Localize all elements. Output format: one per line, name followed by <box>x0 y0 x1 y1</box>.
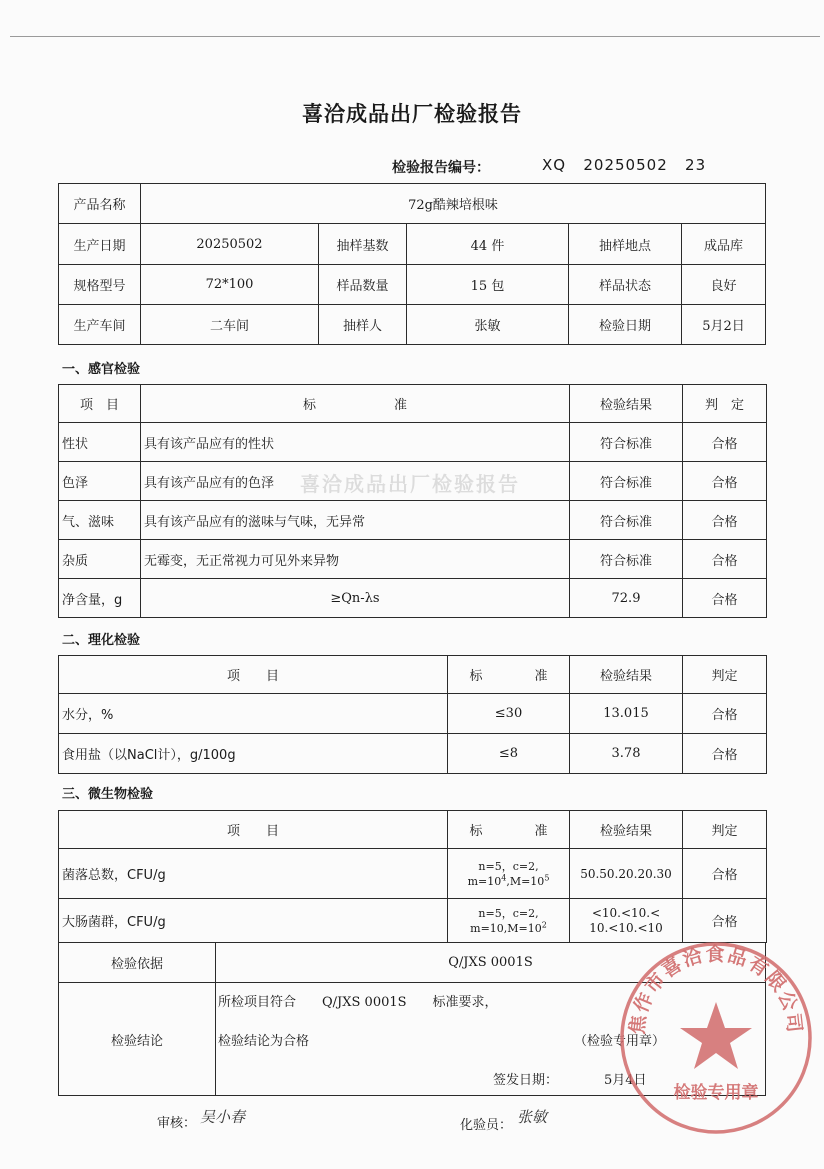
conclusion-label: 检验结论 <box>59 983 216 1096</box>
report-number-label: 检验报告编号： <box>392 160 490 176</box>
physchem-col-standard: 标 准 <box>448 656 570 694</box>
conclusion-seal-note: （检验专用章） <box>574 1034 666 1049</box>
micro-col-item: 项 目 <box>59 811 448 849</box>
physchem-result: 13.015 <box>570 694 683 734</box>
inspector-signature: 张敏 <box>517 1108 548 1126</box>
inspector-label: 化验员： <box>460 1118 513 1133</box>
sensory-result: 符合标准 <box>570 462 683 501</box>
conclusion-line2: 检验结论为合格 <box>218 1034 310 1049</box>
micro-standard-line2: $m=10,M=10^2$ <box>470 919 547 935</box>
micro-standard <box>448 849 570 899</box>
sensory-judge: 合格 <box>683 579 767 618</box>
basis-value: Q/JXS 0001S <box>216 943 766 983</box>
physchem-col-judge: 判定 <box>683 656 767 694</box>
sensory-standard: 具有该产品应有的滋味与气味，无异常 <box>141 501 570 540</box>
spec-value: 72*100 <box>141 265 319 305</box>
physchem-judge: 合格 <box>683 734 767 774</box>
product-name-label: 产品名称 <box>59 184 141 224</box>
watermark-ghost-title: 喜洽成品出厂检验报告 <box>300 472 520 496</box>
sensory-standard: ≥Qn-λs <box>141 579 570 618</box>
sensory-item: 色泽 <box>59 462 141 501</box>
sensory-col-judge: 判 定 <box>683 385 767 423</box>
sample-qty-value: 15 包 <box>407 265 569 305</box>
sensory-standard: 具有该产品应有的色泽 <box>141 462 570 501</box>
sample-state-label: 样品状态 <box>569 265 682 305</box>
sensory-item: 性状 <box>59 423 141 462</box>
sensory-col-standard: 标 准 <box>141 385 570 423</box>
sampling-place-label: 抽样地点 <box>569 224 682 265</box>
sensory-result: 72.9 <box>570 579 683 618</box>
physchem-col-item: 项 目 <box>59 656 448 694</box>
micro-item: 大肠菌群，CFU/g <box>59 899 448 943</box>
issue-date-label: 签发日期： <box>493 1073 559 1088</box>
svg-text:检验专用章: 检验专用章 <box>673 1083 759 1103</box>
sensory-judge: 合格 <box>683 423 767 462</box>
reviewer-label: 审核： <box>157 1116 197 1131</box>
micro-standard-line1: n=5，c=2, <box>478 906 539 920</box>
top-divider <box>10 36 820 37</box>
micro-result-line2: 10.<10.<10 <box>589 920 663 935</box>
sensory-item: 净含量，g <box>59 579 141 618</box>
micro-col-judge: 判定 <box>683 811 767 849</box>
physchem-item: 水分，% <box>59 694 448 734</box>
sensory-item: 气、滋味 <box>59 501 141 540</box>
sensory-standard: 具有该产品应有的性状 <box>141 423 570 462</box>
sensory-standard: 无霉变，无正常视力可见外来异物 <box>141 540 570 579</box>
micro-item: 菌落总数，CFU/g <box>59 849 448 899</box>
report-title: 喜洽成品出厂检验报告 <box>302 102 522 126</box>
micro-standard <box>448 899 570 943</box>
svg-text:焦作市喜洽食品有限公司: 焦作市喜洽食品有限公司 <box>626 943 806 1036</box>
basis-label: 检验依据 <box>59 943 216 983</box>
production-date-label: 生产日期 <box>59 224 141 265</box>
micro-standard-line1: n=5，c=2, <box>478 859 539 873</box>
company-seal <box>616 938 816 1138</box>
physchem-table <box>58 655 767 774</box>
physchem-result: 3.78 <box>570 734 683 774</box>
physchem-standard: ≤30 <box>448 694 570 734</box>
sample-state-value: 良好 <box>682 265 766 305</box>
spec-label: 规格型号 <box>59 265 141 305</box>
micro-result <box>570 899 683 943</box>
inspection-date-value: 5月2日 <box>682 305 766 345</box>
section-sensory-heading: 一、感官检验 <box>62 362 141 377</box>
micro-result: 50.50.20.20.30 <box>570 849 683 899</box>
micro-result-line1: <10.<10.< <box>591 905 661 920</box>
workshop-label: 生产车间 <box>59 305 141 345</box>
sampling-place-value: 成品库 <box>682 224 766 265</box>
sampling-base-value: 44 件 <box>407 224 569 265</box>
sensory-judge: 合格 <box>683 501 767 540</box>
micro-table <box>58 810 767 943</box>
report-number-value: XQ 20250502 23 <box>542 156 707 174</box>
physchem-col-result: 检验结果 <box>570 656 683 694</box>
sampler-label: 抽样人 <box>319 305 407 345</box>
sensory-col-item: 项 目 <box>59 385 141 423</box>
sensory-result: 符合标准 <box>570 423 683 462</box>
reviewer-signature: 吴小春 <box>200 1108 246 1126</box>
section-micro-heading: 三、微生物检验 <box>62 787 154 802</box>
sensory-result: 符合标准 <box>570 540 683 579</box>
workshop-value: 二车间 <box>141 305 319 345</box>
micro-col-standard: 标 准 <box>448 811 570 849</box>
sensory-item: 杂质 <box>59 540 141 579</box>
micro-standard-line2: $m=10^4,M=10^5$ <box>467 872 550 888</box>
sample-qty-label: 样品数量 <box>319 265 407 305</box>
micro-judge: 合格 <box>683 849 767 899</box>
physchem-judge: 合格 <box>683 694 767 734</box>
physchem-standard: ≤8 <box>448 734 570 774</box>
issue-date-value: 5月4日 <box>604 1073 647 1088</box>
production-date-value: 20250502 <box>141 224 319 265</box>
section-physchem-heading: 二、理化检验 <box>62 633 141 648</box>
sensory-judge: 合格 <box>683 540 767 579</box>
physchem-item: 食用盐（以NaCl计），g/100g <box>59 734 448 774</box>
info-table <box>58 183 766 345</box>
micro-col-result: 检验结果 <box>570 811 683 849</box>
micro-judge: 合格 <box>683 899 767 943</box>
sensory-table <box>58 384 767 618</box>
inspection-date-label: 检验日期 <box>569 305 682 345</box>
sensory-result: 符合标准 <box>570 501 683 540</box>
product-name-value: 72g酷辣培根味 <box>141 184 766 224</box>
sampler-value: 张敏 <box>407 305 569 345</box>
sensory-judge: 合格 <box>683 462 767 501</box>
sampling-base-label: 抽样基数 <box>319 224 407 265</box>
sensory-col-result: 检验结果 <box>570 385 683 423</box>
conclusion-line1: 所检项目符合 Q/JXS 0001S 标准要求， <box>218 995 498 1010</box>
